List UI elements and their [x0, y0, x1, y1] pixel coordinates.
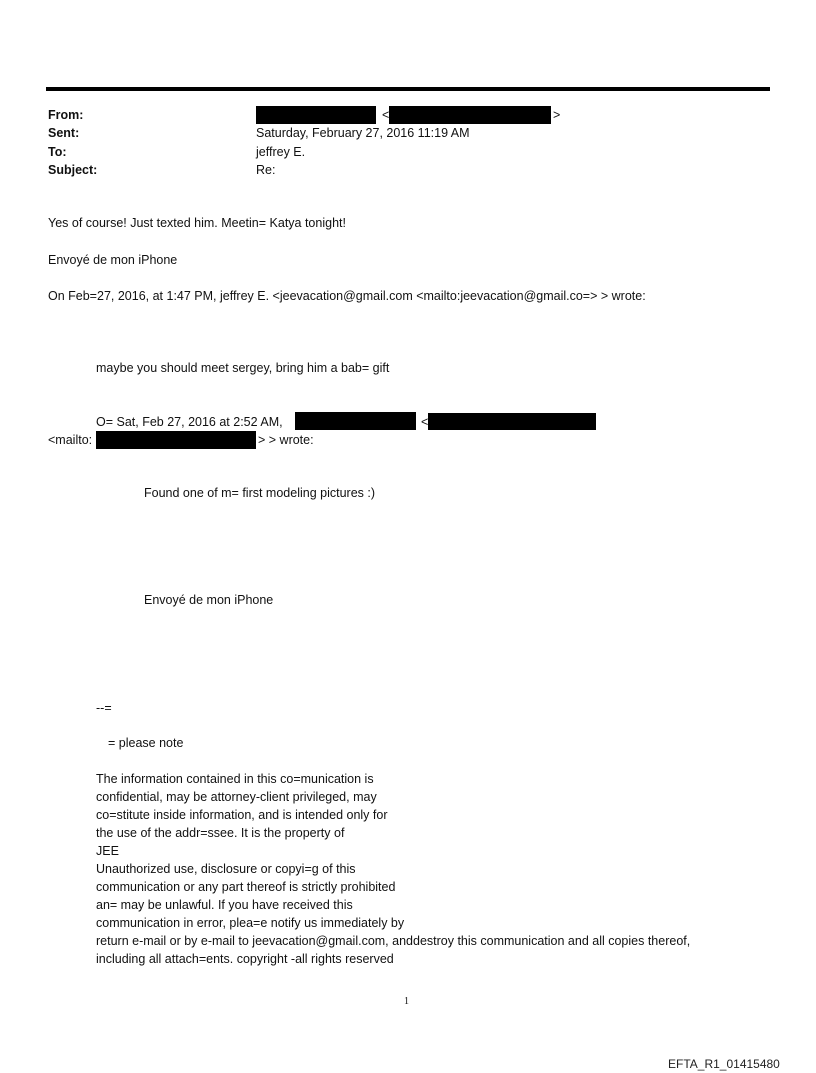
- disclaimer-line: communication in error, plea=e notify us immediately by: [96, 916, 405, 930]
- redaction-sender-email: [389, 106, 551, 124]
- disclaimer-line: including all attach=ents. copyright -all rights reserved: [96, 952, 394, 966]
- from-angle-open: <: [382, 108, 390, 122]
- disclaimer-line: co=stitute inside information, and is intended only for: [96, 808, 388, 822]
- disclaimer-line: Unauthorized use, disclosure or copyi=g of this: [96, 862, 356, 876]
- nested-header-start: O= Sat, Feb 27, 2016 at 2:52 AM,: [96, 415, 283, 429]
- quoted-message: maybe you should meet sergey, bring him a bab= gift: [96, 361, 390, 375]
- subject-label: Subject:: [48, 163, 98, 177]
- please-note: = please note: [108, 736, 184, 750]
- sent-label: Sent:: [48, 126, 80, 140]
- nested-angle-open: <: [421, 415, 429, 429]
- document-id: EFTA_R1_01415480: [668, 1057, 780, 1071]
- signature-2: Envoyé de mon iPhone: [144, 593, 274, 607]
- signature-1: Envoyé de mon iPhone: [48, 253, 178, 267]
- disclaimer-line: the use of the addr=ssee. It is the property of: [96, 826, 345, 840]
- from-label: From:: [48, 108, 84, 122]
- disclaimer-line: JEE: [96, 844, 119, 858]
- disclaimer-line: The information contained in this co=munication is: [96, 772, 374, 786]
- to-value: jeffrey E.: [256, 145, 306, 159]
- nested-mailto: <mailto:: [48, 433, 93, 447]
- header-rule: [46, 87, 770, 91]
- redaction-nested-name: [295, 412, 416, 430]
- disclaimer-line: confidential, may be attorney-client privileged, may: [96, 790, 377, 804]
- sent-value: Saturday, February 27, 2016 11:19 AM: [256, 126, 470, 140]
- to-label: To:: [48, 145, 67, 159]
- nested-message: Found one of m= first modeling pictures :): [144, 486, 376, 500]
- reply-line: Yes of course! Just texted him. Meetin= Katya tonight!: [48, 216, 346, 230]
- redaction-sender-name: [256, 106, 376, 124]
- redaction-nested-mailto: [96, 431, 256, 449]
- signature-separator: --=: [96, 701, 112, 715]
- subject-value: Re:: [256, 163, 276, 177]
- nested-wrote: > > wrote:: [258, 433, 314, 447]
- disclaimer-line: communication or any part thereof is strictly prohibited: [96, 880, 396, 894]
- disclaimer-line: an= may be unlawful. If you have received this: [96, 898, 353, 912]
- disclaimer-block: [96, 770, 690, 968]
- page-number: 1: [404, 996, 409, 1007]
- from-angle-close: >: [553, 108, 561, 122]
- quote-header: On Feb=27, 2016, at 1:47 PM, jeffrey E. <jeevacation@gmail.com <mailto:jeevacation@gmail.co=> > wrote:: [48, 289, 646, 303]
- redaction-nested-email: [428, 413, 596, 430]
- disclaimer-line: return e-mail or by e-mail to jeevacation@gmail.com, anddestroy this communication and all copies thereof,: [96, 934, 691, 948]
